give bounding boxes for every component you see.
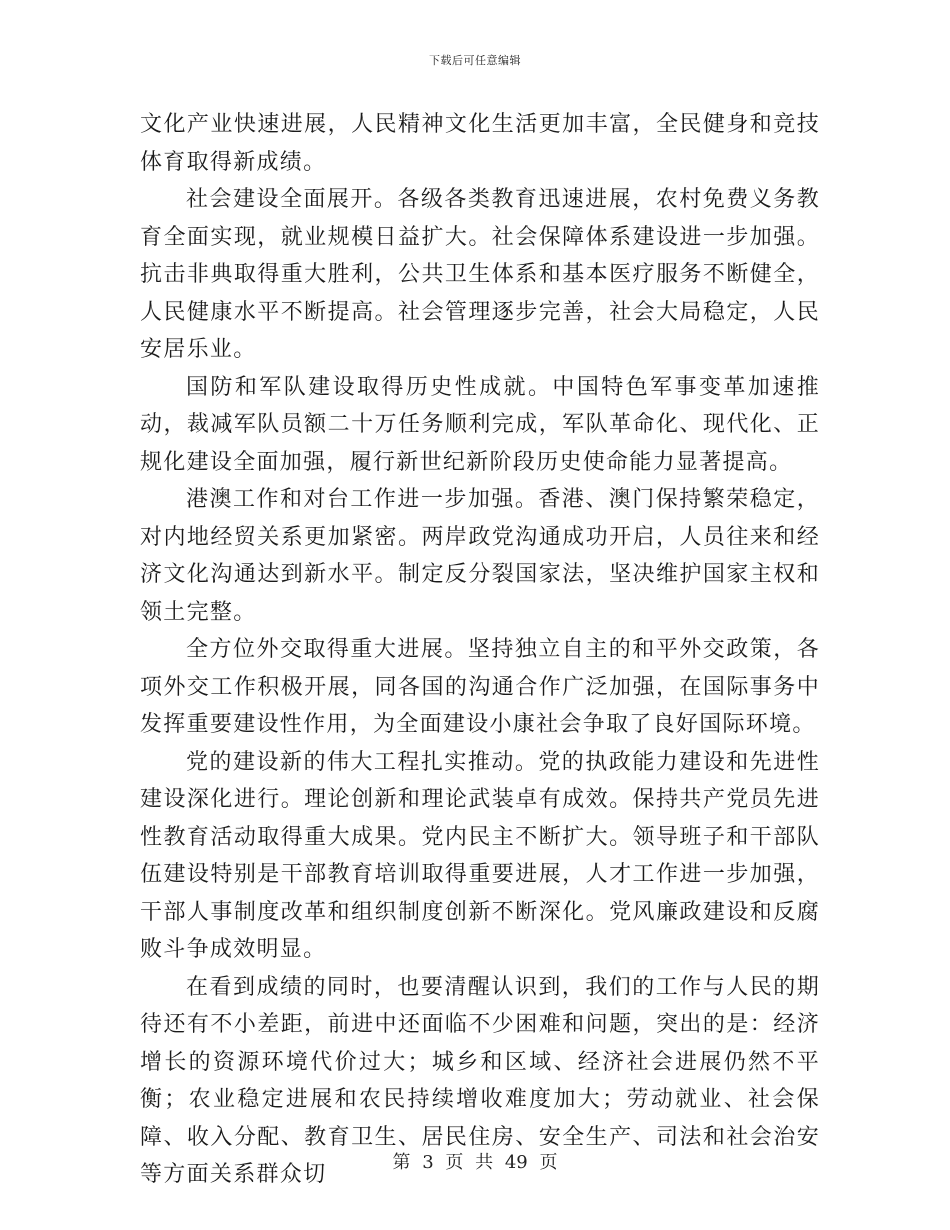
paragraph-4: 港澳工作和对台工作进一步加强。香港、澳门保持繁荣稳定，对内地经贸关系更加紧密。两岸政党沟通成功开启，人员往来和经济文化沟通达到新水平。制定反分裂国家法，坚决维护国家主权和领土完整。 bbox=[140, 487, 820, 625]
paragraph-6: 党的建设新的伟大工程扎实推动。党的执政能力建设和先进性建设深化进行。理论创新和理论武装卓有成效。保持共产党员先进性教育活动取得重大成果。党内民主不断扩大。领导班子和干部队伍建设特别是干部教育培训取得重要进展，人才工作进一步加强，干部人事制度改革和组织制度创新不断深化。党风廉政建设和反腐败斗争成效明显。 bbox=[140, 749, 820, 962]
paragraph-1: 文化产业快速进展，人民精神文化生活更加丰富，全民健身和竞技体育取得新成绩。 bbox=[140, 112, 820, 175]
paragraph-2: 社会建设全面展开。各级各类教育迅速进展，农村免费义务教育全面实现，就业规模日益扩大。社会保障体系建设进一步加强。抗击非典取得重大胜利，公共卫生体系和基本医疗服务不断健全，人民健康水平不断提高。社会管理逐步完善，社会大局稳定，人民安居乐业。 bbox=[140, 187, 820, 362]
page-number-footer: 第 3 页 共 49 页 bbox=[392, 1152, 558, 1173]
paragraph-5: 全方位外交取得重大进展。坚持独立自主的和平外交政策，各项外交工作积极开展，同各国的沟通合作广泛加强，在国际事务中发挥重要建设性作用，为全面建设小康社会争取了良好国际环境。 bbox=[140, 637, 820, 737]
paragraph-3: 国防和军队建设取得历史性成就。中国特色军事变革加速推动，裁减军队员额二十万任务顺利完成，军队革命化、现代化、正规化建设全面加强，履行新世纪新阶段历史使命能力显著提高。 bbox=[140, 374, 820, 475]
document-body bbox=[140, 106, 820, 1194]
page-header-note: 下载后可任意编辑 bbox=[429, 54, 521, 67]
paragraph-7: 在看到成绩的同时，也要清醒认识到，我们的工作与人民的期待还有不小差距，前进中还面临不少困难和问题，突出的是：经济增长的资源环境代价过大；城乡和区域、经济社会进展仍然不平衡；农业稳定进展和农民持续增收难度加大；劳动就业、社会保障、收入分配、教育卫生、居民住房、安全生产、司法和社会治安等方面关系群众切 bbox=[140, 974, 820, 1187]
